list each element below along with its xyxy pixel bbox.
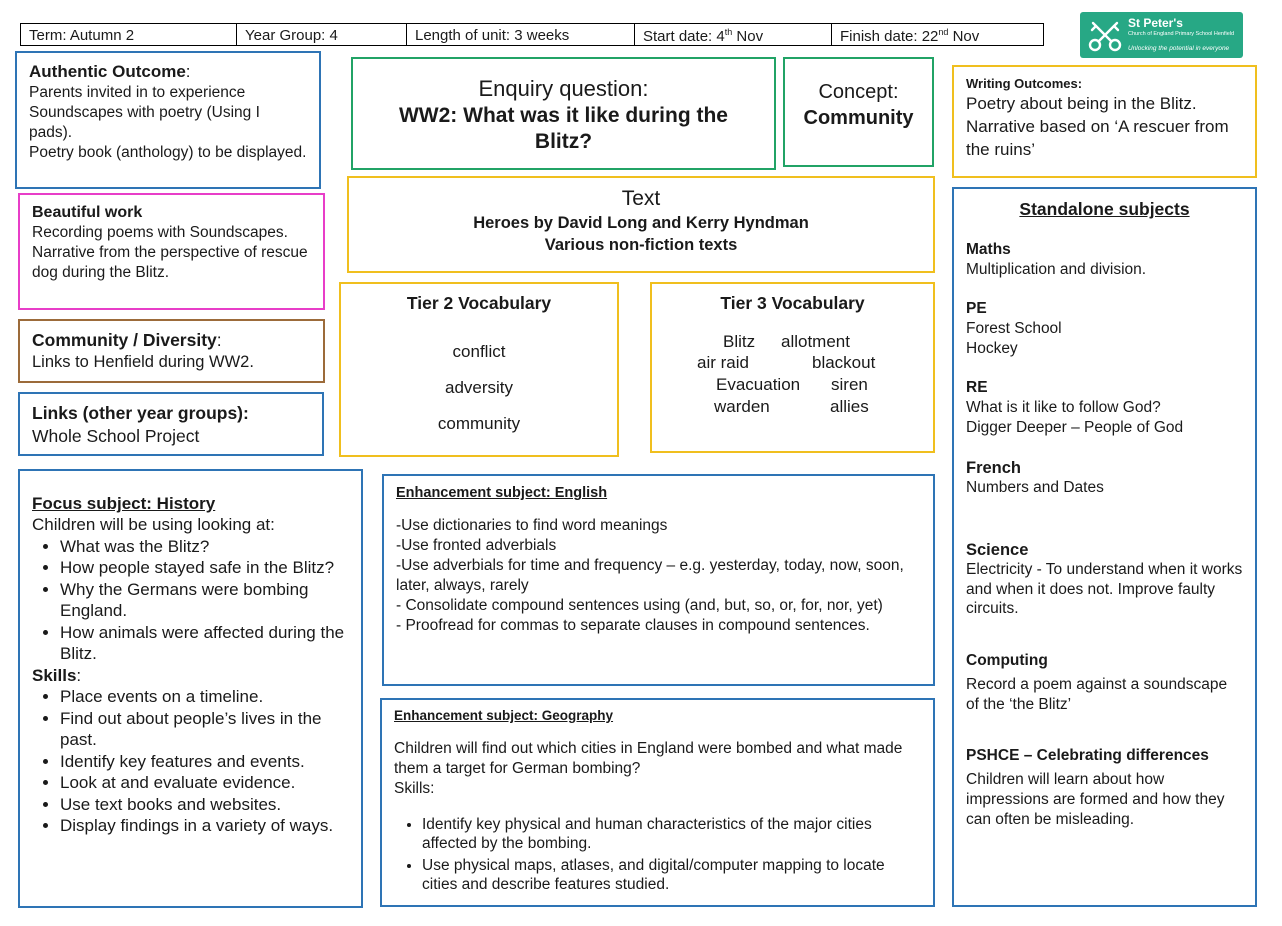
concept-label: Concept: xyxy=(818,81,899,103)
school-name: St Peter's xyxy=(1128,16,1183,30)
text-book-1: Heroes by David Long and Kerry Hyndman xyxy=(473,214,809,232)
unit-header-table xyxy=(20,23,1044,46)
geography-skill: • Identify key physical and human characteristics of the major cities affected by the bombing. xyxy=(422,815,921,853)
unit-length-cell: Length of unit: 3 weeks xyxy=(407,24,635,45)
history-item: • What was the Blitz? xyxy=(60,536,351,558)
history-skill: • Identify key features and events. xyxy=(60,751,351,773)
subject-re-title: RE xyxy=(966,379,988,396)
tier3-word-3: air raid xyxy=(697,353,749,372)
tier3-vocabulary-box xyxy=(650,282,935,453)
concept-box xyxy=(783,57,934,167)
history-skill: • Use text books and websites. xyxy=(60,794,351,816)
english-point: -Use fronted adverbials xyxy=(396,537,557,554)
tier3-word-1: Blitz xyxy=(723,332,756,351)
geography-intro: Children will find out which cities in England were bombed and what made them a target for German bombing? xyxy=(394,740,903,777)
beautiful-work-line-1: Recording poems with Soundscapes. xyxy=(32,224,288,241)
authentic-outcome-body-2: Poetry book (anthology) to be displayed. xyxy=(29,144,307,161)
tier3-word-7: warden xyxy=(714,397,770,416)
tier3-vocabulary-title: Tier 3 Vocabulary xyxy=(720,293,865,313)
history-title: Focus subject: History xyxy=(32,494,216,513)
tier2-word-1: conflict xyxy=(452,342,506,361)
english-point: -Use dictionaries to find word meanings xyxy=(396,517,668,534)
school-logo xyxy=(1080,12,1243,58)
standalone-subjects-box xyxy=(952,187,1257,907)
history-item: • Why the Germans were bombing England. xyxy=(60,579,351,622)
beautiful-work-line-2: Narrative from the perspective of rescue dog during the Blitz. xyxy=(32,244,308,281)
tier2-vocabulary-title: Tier 2 Vocabulary xyxy=(406,293,552,313)
history-item: • How animals were affected during the Blitz. xyxy=(60,622,351,665)
english-enhancement-box xyxy=(382,474,935,686)
authentic-outcome-colon: : xyxy=(185,62,191,81)
history-intro: Children will be using looking at: xyxy=(32,515,275,534)
enquiry-label: Enquiry question: xyxy=(478,76,649,101)
subject-maths-title: Maths xyxy=(966,241,1011,258)
writing-outcome-1: Poetry about being in the Blitz. xyxy=(966,94,1197,113)
geography-title: Enhancement subject: Geography xyxy=(394,708,614,723)
subject-french-title: French xyxy=(966,459,1022,477)
writing-outcomes-title: Writing Outcomes: xyxy=(966,76,1083,91)
year-group-cell: Year Group: 4 xyxy=(237,24,407,45)
subject-pe-title: PE xyxy=(966,300,987,317)
tier3-word-8: allies xyxy=(830,397,869,416)
community-diversity-box xyxy=(18,319,325,383)
links-body: Whole School Project xyxy=(32,426,200,446)
tier2-vocabulary-box xyxy=(339,282,619,457)
subject-computing-line: Record a poem against a soundscape of the ‘the Blitz’ xyxy=(966,675,1228,713)
history-skills-title: Skills xyxy=(32,665,77,685)
start-date-cell: Start date: 4th Nov xyxy=(635,24,832,45)
history-skill: • Place events on a timeline. xyxy=(60,686,351,708)
history-skill: • Display findings in a variety of ways. xyxy=(60,815,351,837)
subject-french-line: Numbers and Dates xyxy=(966,479,1104,496)
history-skill: • Find out about people’s lives in the past. xyxy=(60,708,351,751)
history-skills-colon: : xyxy=(76,665,82,685)
crossed-keys-icon xyxy=(1085,15,1125,55)
text-label: Text xyxy=(621,187,661,210)
tier2-word-3: community xyxy=(437,414,521,433)
community-diversity-body: Links to Henfield during WW2. xyxy=(32,353,254,371)
community-diversity-colon: : xyxy=(216,330,222,350)
writing-outcome-2: Narrative based on ‘A rescuer from the ruins’ xyxy=(966,117,1229,159)
authentic-outcome-body: Parents invited in to experience Soundscapes with poetry (Using I pads). xyxy=(29,84,260,141)
writing-outcomes-box xyxy=(952,65,1257,178)
beautiful-work-box xyxy=(18,193,325,310)
geography-skill: • Use physical maps, atlases, and digital/computer mapping to locate cities and describe features studied. xyxy=(422,856,921,894)
tier3-word-2: allotment xyxy=(781,332,850,351)
school-subtitle: Church of England Primary School Henfield xyxy=(1128,31,1235,37)
english-point: - Proofread for commas to separate clauses in compound sentences. xyxy=(396,617,870,634)
standalone-subjects-title: Standalone subjects xyxy=(1019,199,1190,219)
enquiry-question-box xyxy=(351,57,776,170)
links-other-year-groups-box xyxy=(18,392,324,456)
english-point: -Use adverbials for time and frequency – e.g. yesterday, today, now, soon, later, always, rarely xyxy=(396,557,904,594)
text-box xyxy=(347,176,935,273)
enquiry-question: WW2: What was it like during the Blitz? xyxy=(398,104,728,153)
authentic-outcome-box xyxy=(15,51,321,189)
finish-date-cell: Finish date: 22nd Nov xyxy=(840,27,980,45)
subject-science-line: Electricity - To understand when it works and when it does not. Improve faulty circuits. xyxy=(966,561,1243,617)
history-item: • How people stayed safe in the Blitz? xyxy=(60,557,351,579)
beautiful-work-title: Beautiful work xyxy=(32,204,143,221)
english-title: Enhancement subject: English xyxy=(396,485,608,501)
term-cell: Term: Autumn 2 xyxy=(21,24,237,45)
links-title: Links (other year groups): xyxy=(32,403,249,423)
subject-pshce-line: Children will learn about how impressions are formed and how they can often be misleading. xyxy=(966,770,1225,828)
community-diversity-title: Community / Diversity xyxy=(32,330,217,350)
text-book-2: Various non-fiction texts xyxy=(544,236,738,254)
concept-value: Community xyxy=(803,107,914,129)
subject-computing-title: Computing xyxy=(966,651,1048,669)
subject-re-line-1: What is it like to follow God? xyxy=(966,399,1161,416)
subject-pshce-title: PSHCE – Celebrating differences xyxy=(966,746,1209,764)
subject-re-line-2: Digger Deeper – People of God xyxy=(966,419,1184,436)
subject-pe-line-1: Forest School xyxy=(966,320,1062,337)
geography-enhancement-box xyxy=(380,698,935,907)
tier2-word-2: adversity xyxy=(444,378,514,397)
history-focus-box xyxy=(18,469,363,908)
authentic-outcome-title: Authentic Outcome xyxy=(29,62,186,81)
subject-maths-line: Multiplication and division. xyxy=(966,261,1147,278)
subject-pe-line-2: Hockey xyxy=(966,340,1018,357)
tier3-word-5: Evacuation xyxy=(716,375,801,394)
school-tagline: Unlocking the potential in everyone xyxy=(1128,45,1230,52)
tier3-word-6: siren xyxy=(831,375,868,394)
history-skill: • Look at and evaluate evidence. xyxy=(60,772,351,794)
english-point: - Consolidate compound sentences using (and, but, so, or, for, nor, yet) xyxy=(396,597,883,614)
tier3-word-4: blackout xyxy=(812,353,876,372)
subject-science-title: Science xyxy=(966,541,1029,559)
geography-skills-label: Skills: xyxy=(394,780,435,797)
